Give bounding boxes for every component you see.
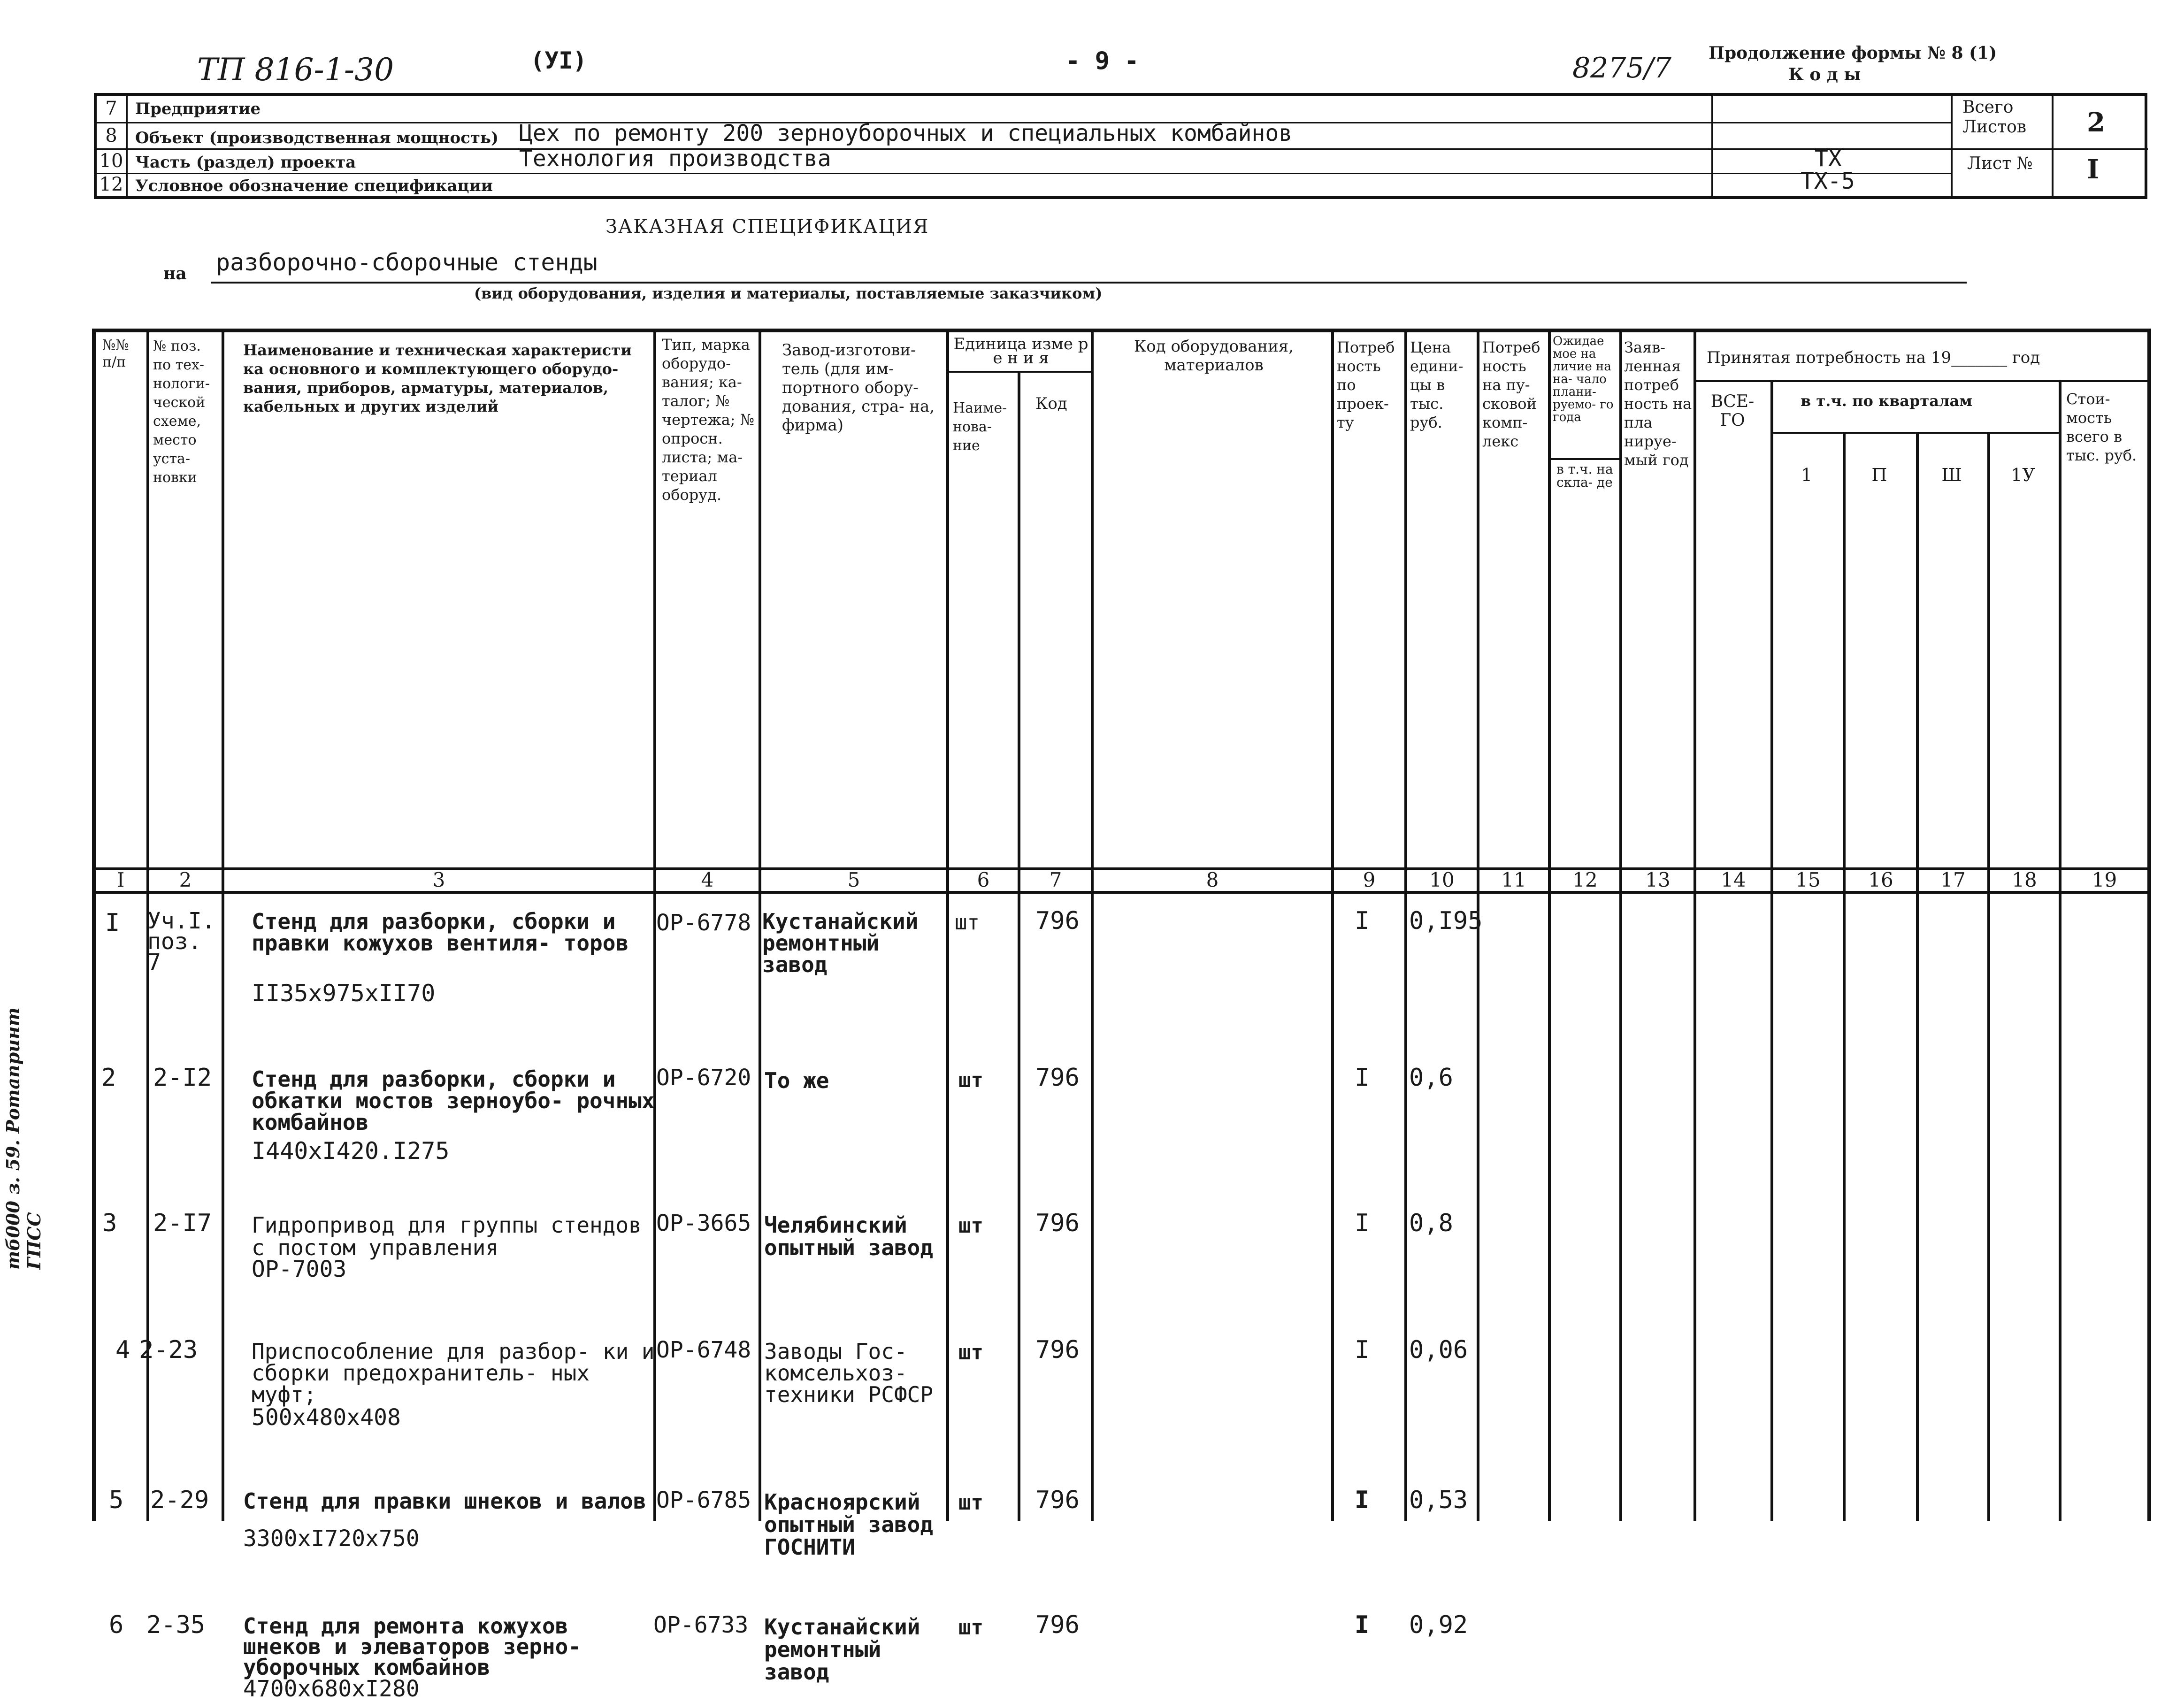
row-unit: шт <box>958 1214 983 1238</box>
row-dims: II35x975xII70 <box>252 980 436 1007</box>
col-number: 19 <box>2092 868 2117 891</box>
header-accepted-need: Принятая потребность на 19_______ год <box>1707 348 2040 367</box>
row-position: 2-I2 <box>153 1064 212 1092</box>
row-unit: шт <box>958 1616 983 1640</box>
header-quarters: в т.ч. по кварталам <box>1801 392 1973 410</box>
row-price: 0,53 <box>1409 1486 1468 1514</box>
header-equipment-code: Код оборудования, материалов <box>1134 337 1294 375</box>
row-type: ОР-6720 <box>656 1065 751 1091</box>
row-position: 2-29 <box>150 1486 209 1514</box>
row-type: ОР-3665 <box>656 1210 751 1236</box>
row-maker: Кустанайский ремонтный завод <box>762 909 919 977</box>
col-number: 6 <box>977 868 990 891</box>
col-number: 5 <box>847 868 860 891</box>
row-number: 2 <box>101 1064 116 1092</box>
row-dims: 4700x680xI280 <box>243 1676 420 1702</box>
col-number: 15 <box>1795 868 1821 891</box>
row-number: 6 <box>109 1611 124 1639</box>
row-maker: Красноярский опытный завод ГОСНИТИ <box>764 1489 934 1560</box>
info-row-part <box>97 148 1711 174</box>
row-maker: То же <box>764 1068 829 1093</box>
col-number: 10 <box>1429 868 1455 891</box>
info-row-object <box>97 122 1951 150</box>
row-unit: шт <box>958 1341 983 1365</box>
header-quarter-4: 1У <box>2011 465 2035 485</box>
header-in-stock: в т.ч. на скла- де <box>1556 461 1613 490</box>
info-row-number: 10 <box>99 150 123 172</box>
col-number: 13 <box>1645 868 1671 891</box>
col-number: 16 <box>1868 868 1893 891</box>
row-qty: I <box>1355 1611 1370 1639</box>
info-row-number: 12 <box>99 174 123 195</box>
header-type: Тип, марка оборудо- вания; ка- талог; № чертежа; № опросн. листа; ма- териал оборуд. <box>662 336 754 504</box>
header-need-project: Потреб ность по проек- ту <box>1337 338 1395 431</box>
total-sheets-label: Всего Листов <box>1962 98 2027 137</box>
row-price: 0,I95 <box>1409 907 1483 935</box>
info-code-spec: ТХ-5 <box>1801 168 1855 194</box>
info-row-value: Цех по ремонту 200 зерноуборочных и специальных комбайнов <box>519 120 1293 146</box>
info-row-label: Объект (производственная мощность) <box>135 129 499 147</box>
col-number: 17 <box>1940 868 1966 891</box>
row-type: ОР-6733 <box>653 1612 749 1638</box>
spec-subject: разборочно-сборочные стенды <box>216 249 598 276</box>
row-number: 3 <box>102 1209 117 1237</box>
row-price: 0,6 <box>1409 1064 1453 1092</box>
section-roman: (УI) <box>530 47 587 74</box>
col-number: I <box>116 868 125 891</box>
row-position: 2-I7 <box>153 1209 212 1237</box>
row-number: 4 <box>115 1336 130 1364</box>
row-type: ОР-6748 <box>656 1337 751 1363</box>
row-position: Уч.I. поз. 7 <box>147 908 215 975</box>
info-box <box>94 93 2147 199</box>
row-position: 2-23 <box>139 1336 198 1364</box>
row-unit-code: 796 <box>1035 1611 1080 1639</box>
row-name: Стенд для правки шнеков и валов <box>243 1488 646 1514</box>
codes-label: К о д ы <box>1788 65 1861 84</box>
total-sheets-value: 2 <box>2087 107 2105 138</box>
col-number: 8 <box>1206 868 1219 891</box>
row-qty: I <box>1355 1064 1370 1092</box>
col-number: 4 <box>701 868 714 891</box>
info-row-number: 7 <box>105 98 117 119</box>
col-number: 12 <box>1572 868 1598 891</box>
header-unit-price: Цена едини- цы в тыс. руб. <box>1410 338 1464 431</box>
col-number: 7 <box>1049 868 1062 891</box>
header-unit-code: Код <box>1035 394 1067 413</box>
row-qty: I <box>1355 1209 1370 1237</box>
info-row-number: 8 <box>105 125 117 146</box>
row-qty: I <box>1355 1486 1370 1514</box>
col-number: 11 <box>1501 868 1526 891</box>
header-position: № поз. по тех- нологи- ческой схеме, место уста- новки <box>153 338 210 486</box>
row-unit: шт <box>958 1068 983 1092</box>
side-note: тб000 з. 59. Ротапринт ГПСС <box>2 1007 45 1270</box>
row-name: Приспособление для разбор- ки и сборки предохранитель- ных муфт; <box>252 1339 655 1407</box>
info-row-enterprise <box>97 96 1951 123</box>
col-number: 9 <box>1363 868 1376 891</box>
form-continuation: Продолжение формы № 8 (1) <box>1709 43 1997 63</box>
info-row-spec-code <box>97 173 1711 196</box>
row-dims: 3300xI720x750 <box>243 1526 420 1552</box>
info-row-label: Условное обозначение спецификации <box>135 176 493 195</box>
row-number: I <box>105 909 120 937</box>
col-number: 3 <box>432 868 445 891</box>
sheet-number-value: I <box>2087 154 2100 185</box>
header-maker: Завод-изготови- тель (для им- портного обору- дования, стра- на, фирма) <box>782 341 935 435</box>
row-price: 0,8 <box>1409 1209 1453 1237</box>
header-declared: Заяв- ленная потреб ность на пла нируе- мый год <box>1624 338 1692 469</box>
info-row-value: Технология производства <box>519 146 831 172</box>
header-need-startup: Потреб ность на пу- сковой комп- лекс <box>1482 338 1540 450</box>
row-maker: Челябинский опытный завод <box>764 1212 934 1260</box>
row-maker: Заводы Гос- комсельхоз- техники РСФСР <box>764 1339 934 1407</box>
row-unit: шт <box>958 1491 983 1515</box>
row-name: Стенд для ремонта кожухов шнеков и элеваторов зерно- уборочных комбайнов <box>243 1613 582 1680</box>
header-name: Наименование и техническая характеристи ка основного и комплектующего оборудо- вания, приборов, арматуры, материалов, кабельных и других изделий <box>243 341 632 415</box>
row-dims: 500x480x408 <box>252 1404 401 1431</box>
col-number: 14 <box>1721 868 1746 891</box>
spec-title: ЗАКАЗНАЯ СПЕЦИФИКАЦИЯ <box>605 216 929 238</box>
row-number: 5 <box>109 1486 124 1514</box>
header-total: ВСЕ- ГО <box>1710 392 1755 430</box>
row-name: Стенд для разборки, сборки и правки кожухов вентиля- торов <box>252 909 629 956</box>
header-quarter-3: Ш <box>1941 465 1962 485</box>
header-unit: Единица изме р е н и я <box>953 335 1088 368</box>
row-price: 0,92 <box>1409 1611 1468 1639</box>
row-unit-code: 796 <box>1035 1209 1080 1237</box>
row-qty: I <box>1355 907 1370 935</box>
row-type: ОР-6778 <box>656 910 751 936</box>
row-name: Стенд для разборки, сборки и обкатки мостов зерноубо- рочных комбайнов <box>252 1066 655 1135</box>
doc-code: ТП 816-1-30 <box>197 52 394 88</box>
row-price: 0,06 <box>1409 1336 1468 1364</box>
page-number: - 9 - <box>1065 47 1139 75</box>
row-type: ОР-6785 <box>656 1487 751 1513</box>
info-row-label: Часть (раздел) проекта <box>135 153 356 172</box>
row-unit-code: 796 <box>1035 907 1080 935</box>
header-row-number: №№ п/п <box>102 337 129 370</box>
info-row-label: Предприятие <box>135 100 261 118</box>
spec-subject-hint: (вид оборудования, изделия и материалы, поставляемые заказчиком) <box>474 284 1103 302</box>
row-unit-code: 796 <box>1035 1486 1080 1514</box>
header-expected: Ожидае мое на личие на на- чало плани- руемо- го года <box>1553 334 1614 424</box>
header-cost-total: Стои- мость всего в тыс. руб. <box>2066 390 2137 464</box>
row-dims: I440xI420.I275 <box>252 1137 450 1165</box>
header-unit-name: Наиме- нова- ние <box>953 400 1007 454</box>
header-quarter-1: 1 <box>1801 465 1813 485</box>
col-number: 2 <box>179 868 192 891</box>
spec-subject-underline <box>211 282 1967 284</box>
inventory-number: 8275/7 <box>1572 52 1672 84</box>
spec-na-label: на <box>163 264 187 284</box>
row-qty: I <box>1355 1336 1370 1364</box>
specification-table <box>92 329 2150 1702</box>
row-unit-code: 796 <box>1035 1336 1080 1364</box>
header-quarter-2: П <box>1871 465 1887 485</box>
sheet-number-label: Лист № <box>1967 154 2033 173</box>
row-unit-code: 796 <box>1035 1064 1080 1092</box>
row-maker: Кустанайский ремонтный завод <box>764 1614 920 1685</box>
col-number: 18 <box>2012 868 2037 891</box>
row-position: 2-35 <box>146 1611 206 1639</box>
row-name: Гидропривод для группы стендов с постом управления <box>252 1212 642 1260</box>
row-dims: ОР-7003 <box>252 1256 347 1282</box>
row-unit: шт <box>955 911 980 935</box>
info-code-part: ТХ <box>1815 146 1842 172</box>
